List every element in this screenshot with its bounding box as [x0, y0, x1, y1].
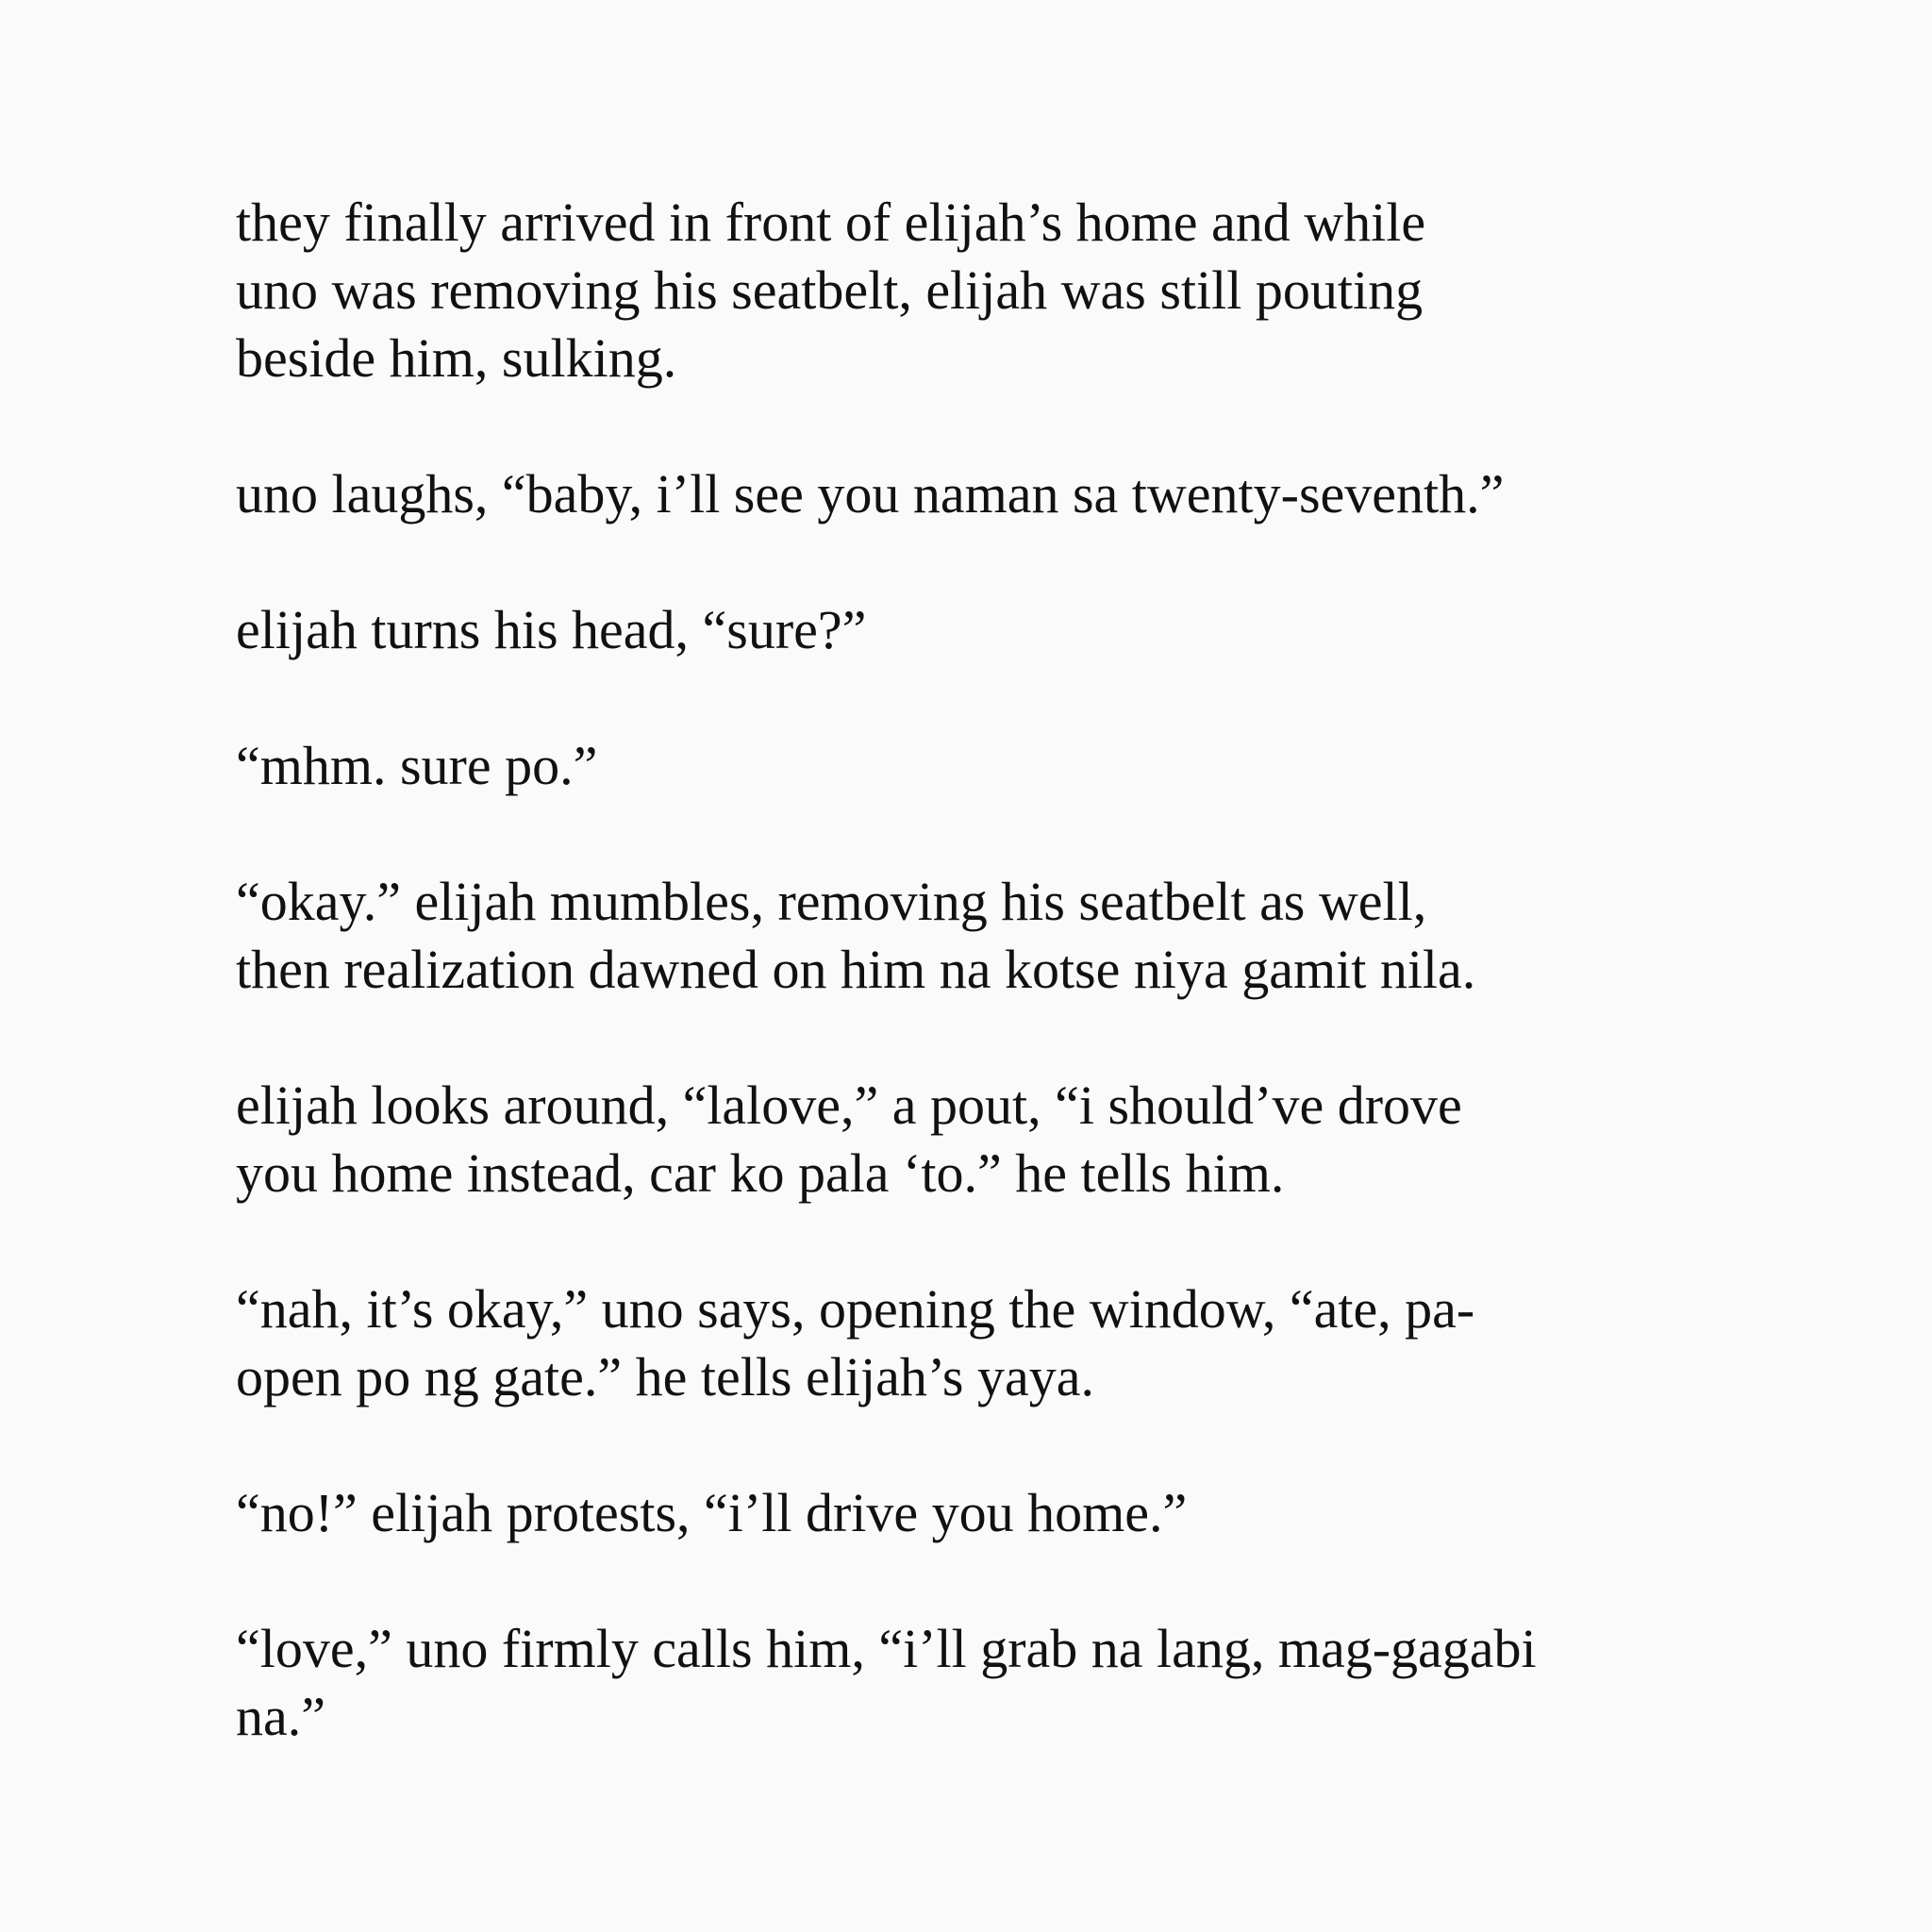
paragraph-9: “love,” uno firmly calls him, “i’ll grab na lang, mag-gagabi na.” [236, 1618, 1537, 1747]
paragraph-3: elijah turns his head, “sure?” [236, 599, 867, 660]
paragraph-6: elijah looks around, “lalove,” a pout, “i should’ve drove you home instead, car ko pala ‘to.” he tells him. [236, 1074, 1462, 1204]
paragraph-5: “okay.” elijah mumbles, removing his seatbelt as well, then realization dawned on him na kotse niya gamit nila. [236, 871, 1476, 1000]
story-text [236, 189, 1764, 1751]
paragraph-8: “no!” elijah protests, “i’ll drive you home.” [236, 1482, 1188, 1543]
paragraph-4: “mhm. sure po.” [236, 735, 598, 796]
paragraph-2: uno laughs, “baby, i’ll see you naman sa twenty-seventh.” [236, 463, 1505, 525]
paragraph-7: “nah, it’s okay,” uno says, opening the window, “ate, pa- open po ng gate.” he tells elijah’s yaya. [236, 1278, 1475, 1407]
paragraph-1: they finally arrived in front of elijah’s home and while uno was removing his seatbelt, elijah was still pouting beside him, sulking. [236, 192, 1426, 389]
